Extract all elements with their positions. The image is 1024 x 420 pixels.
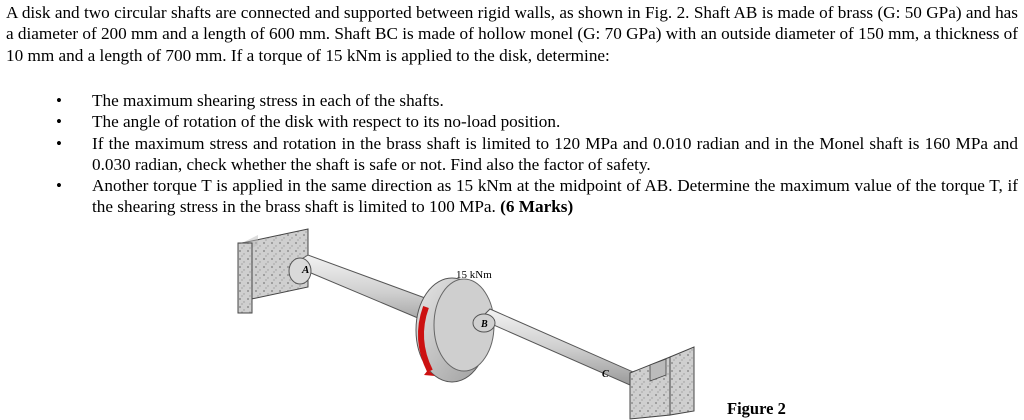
label-c: C xyxy=(602,369,609,380)
question-text: If the maximum stress and rotation in the brass shaft is limited to 120 MPa and 0.010 radian and in the Monel shaft is 160 MPa and 0.030 radian, check whether the shaft is safe or not. Find also the factor of safety. xyxy=(92,133,1018,174)
question-item xyxy=(0,111,1018,132)
bullet-icon: • xyxy=(56,133,62,153)
question-item xyxy=(0,175,1018,218)
question-list xyxy=(0,90,1018,218)
torque-label: 15 kNm xyxy=(456,269,492,281)
bullet-icon: • xyxy=(56,91,62,110)
label-b: B xyxy=(481,319,488,330)
label-a: A xyxy=(302,264,310,276)
problem-statement: A disk and two circular shafts are connected and supported between rigid walls, as shown in Fig. 2. Shaft AB is made of brass (G: 50 GPa) and has a diameter of 200 mm and a length of 600 mm. Shaft BC is made of hollow monel (G: 70 GPa) with an outside diameter of 150 mm, a thickness of 10 mm and a length of 700 mm. If a torque of 15 kNm is applied to the disk, determine: xyxy=(6,3,1018,65)
shaft-figure xyxy=(230,225,770,420)
question-item xyxy=(0,90,1018,111)
question-text: The maximum shearing stress in each of the shafts. xyxy=(92,91,444,110)
wall-c xyxy=(630,347,694,419)
question-item xyxy=(0,133,1018,176)
figure-caption: Figure 2 xyxy=(727,399,786,418)
bullet-icon: • xyxy=(56,176,62,196)
question-text: Another torque T is applied in the same direction as 15 kNm at the midpoint of AB. Determine the maximum value of the torque T, if the shearing stress in the brass shaft is limited to 100 MPa. xyxy=(92,176,1018,217)
bullet-icon: • xyxy=(56,112,62,132)
question-text: The angle of rotation of the disk with respect to its no-load position. xyxy=(92,112,561,132)
shaft-bc xyxy=(473,309,640,385)
marks-label: (6 Marks) xyxy=(500,197,574,217)
